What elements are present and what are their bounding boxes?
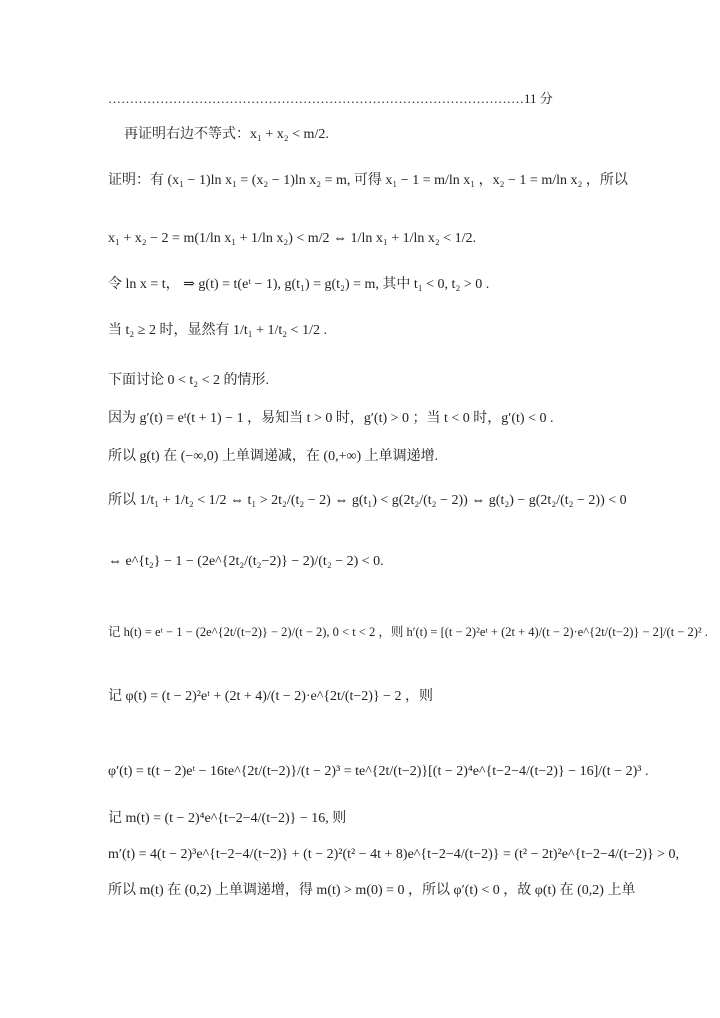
- statement-line: 再证明右边不等式：x₁ + x₂ < m/2.: [124, 127, 329, 142]
- proof-line: 证明：有 (x₁ − 1)ln x₁ = (x₂ − 1)ln x₂ = m, 可得 x₁ − 1 = m/ln x₁ ，x₂ − 1 = m/ln x₂ ，所以: [108, 173, 628, 188]
- equation-line: x₁ + x₂ − 2 = m(1/ln x₁ + 1/ln x₂) < m/2 ⇔ 1/ln x₁ + 1/ln x₂ < 1/2.: [108, 231, 477, 246]
- phi-derivative-line: φ′(t) = t(t − 2)eᵗ − 16te^{2t/(t−2)}/(t − 2)³ = te^{2t/(t−2)}[(t − 2)⁴e^{t−2−4/(t−2)} − 16]/(t − 2)³ .: [108, 764, 649, 779]
- equivalence-line: 所以 1/t₁ + 1/t₂ < 1/2 ⇔ t₁ > 2t₂/(t₂ − 2) ⇔ g(t₁) < g(2t₂/(t₂ − 2)) ⇔ g(t₂) − g(2t₂/(t₂ − 2)) < 0: [108, 493, 627, 508]
- equivalence-continued-line: ⇔ e^{t₂} − 1 − (2e^{2t₂/(t₂−2)} − 2)/(t₂ − 2) < 0.: [108, 554, 384, 569]
- m-derivative-line: m′(t) = 4(t − 2)³e^{t−2−4/(t−2)} + (t − 2)²(t² − 4t + 8)e^{t−2−4/(t−2)} = (t² − 2t)²e^{t−2−4/(t−2)} > 0,: [108, 847, 680, 862]
- monotonic-line: 所以 g(t) 在 (−∞,0) 上单调递减，在 (0,+∞) 上单调递增.: [108, 449, 439, 464]
- substitution-line: 令 ln x = t， ⇒ g(t) = t(eᵗ − 1), g(t₁) = g(t₂) = m, 其中 t₁ < 0, t₂ > 0 .: [108, 277, 490, 292]
- h-function-line: 记 h(t) = eᵗ − 1 − (2e^{2t/(t−2)} − 2)/(t − 2), 0 < t < 2 ，则 h′(t) = [(t − 2)²eᵗ + (2t + 4)/(t − 2)·e^{2t/(t−2)} − 2]/(t − 2)² .: [108, 625, 708, 639]
- m-function-line: 记 m(t) = (t − 2)⁴e^{t−2−4/(t−2)} − 16, 则: [108, 811, 347, 826]
- conclusion-line: 所以 m(t) 在 (0,2) 上单调递增，得 m(t) > m(0) = 0 ，所以 φ′(t) < 0 ，故 φ(t) 在 (0,2) 上单: [108, 883, 636, 898]
- derivative-line: 因为 g′(t) = eᵗ(t + 1) − 1 ，易知当 t > 0 时，g′(t) > 0 ；当 t < 0 时，g′(t) < 0 .: [108, 411, 554, 426]
- score-marker-line: ……………………………………………………………………………………11 分: [108, 91, 553, 106]
- phi-function-line: 记 φ(t) = (t − 2)²eᵗ + (2t + 4)/(t − 2)·e^{2t/(t−2)} − 2 ，则: [108, 689, 434, 704]
- discussion-line: 下面讨论 0 < t₂ < 2 的情形.: [108, 373, 270, 388]
- case-line: 当 t₂ ≥ 2 时，显然有 1/t₁ + 1/t₂ < 1/2 .: [108, 323, 327, 338]
